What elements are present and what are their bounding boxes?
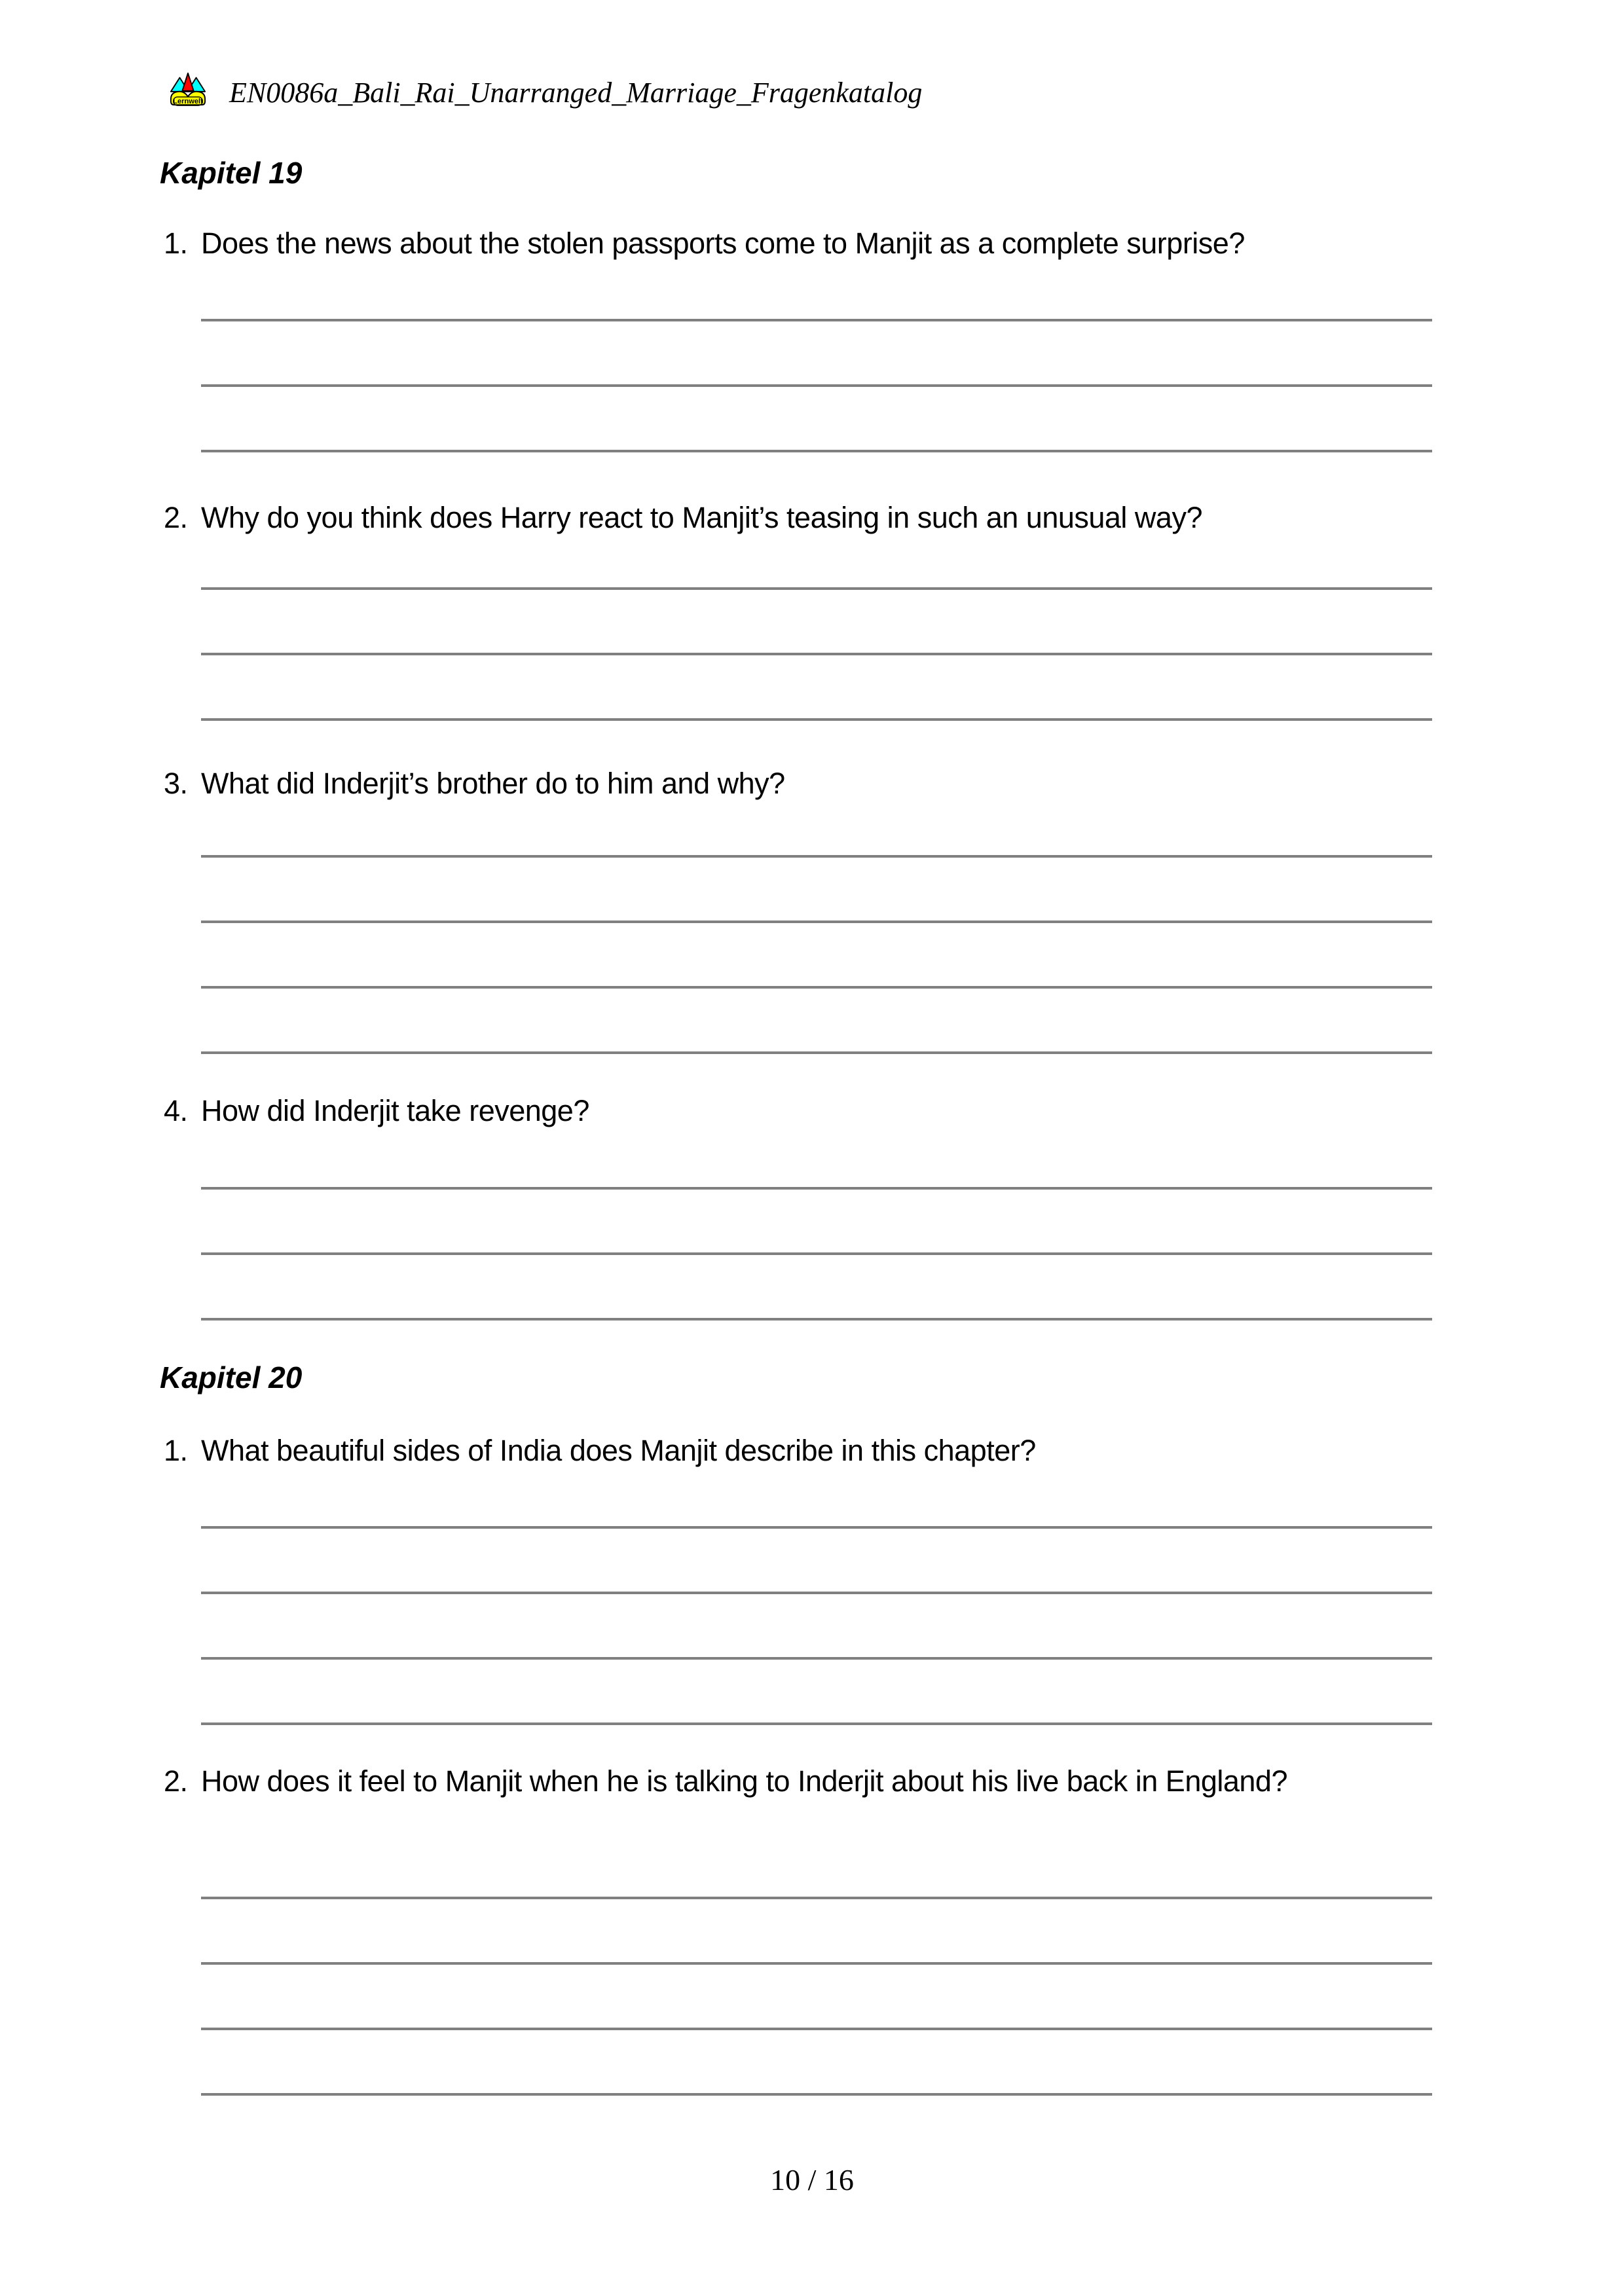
answer-line [201,1897,1432,1899]
answer-line [201,1187,1432,1190]
question-number: 4. [164,1094,188,1127]
answer-line [201,1526,1432,1529]
question-text: How did Inderjit take revenge? [201,1094,589,1127]
question-text: How does it feel to Manjit when he is talking to Inderjit about his live back in England? [201,1764,1287,1798]
question-number: 3. [164,767,188,800]
chapter-heading-19: Kapitel 19 [160,156,303,190]
answer-line [201,1051,1432,1054]
document-title: EN0086a_Bali_Rai_Unarranged_Marriage_Fragenkatalog [229,77,923,109]
answer-line [201,1318,1432,1321]
answer-line [201,1722,1432,1725]
question [164,1431,1434,1470]
chapter-heading-20: Kapitel 20 [160,1360,303,1394]
answer-line [201,855,1432,858]
answer-line [201,1657,1432,1660]
question-text: What beautiful sides of India does Manjit describe in this chapter? [201,1434,1036,1467]
logo-text: Lernwelt [173,98,203,106]
answer-line [201,920,1432,923]
answer-line [201,1592,1432,1594]
question-number: 2. [164,501,188,534]
question-text: Why do you think does Harry react to Manjit’s teasing in such an unusual way? [201,501,1202,534]
page-number: 10 / 16 [770,2163,854,2196]
answer-line [201,653,1432,655]
question [164,224,1434,263]
answer-line [201,319,1432,321]
answer-line [201,718,1432,721]
question-number: 1. [164,227,188,260]
lernwelt-logo-icon [169,71,207,107]
question-number: 2. [164,1764,188,1798]
answer-line [201,587,1432,590]
question-text: Does the news about the stolen passports come to Manjit as a complete surprise? [201,227,1245,260]
answer-line [201,450,1432,452]
answer-line [201,384,1432,387]
answer-line [201,2093,1432,2096]
question [164,764,1434,803]
answer-line [201,986,1432,989]
answer-line [201,1252,1432,1255]
question [164,1762,1434,1801]
question [164,498,1434,538]
answer-line [201,1962,1432,1965]
question-number: 1. [164,1434,188,1467]
answer-line [201,2028,1432,2030]
question [164,1091,1434,1131]
question-text: What did Inderjit’s brother do to him and why? [201,767,785,800]
